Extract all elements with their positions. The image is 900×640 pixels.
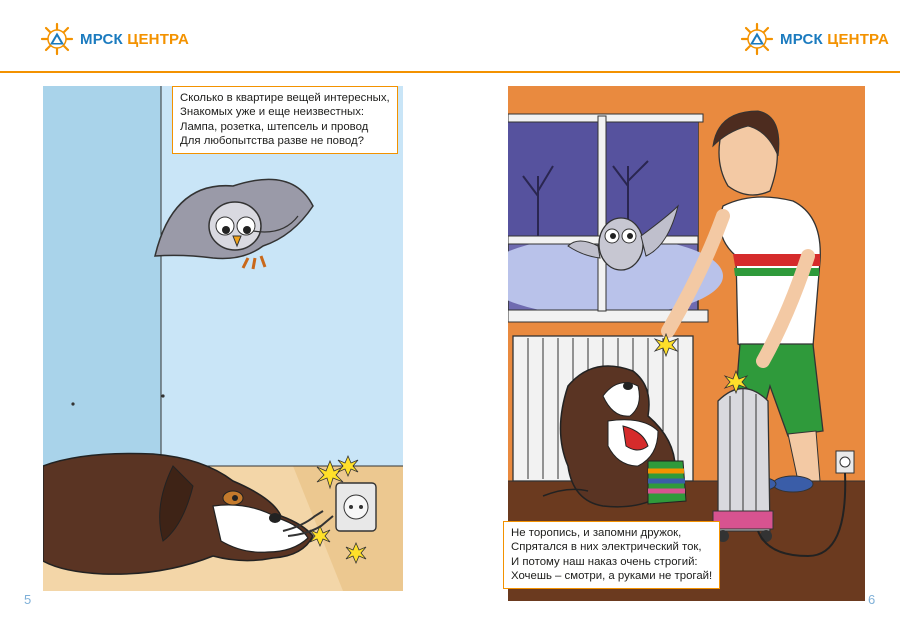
logo-wordmark <box>80 31 189 48</box>
poem-line: Лампа, розетка, штепсель и провод <box>180 120 369 133</box>
poem-line: Хочешь – смотри, а руками не трогай! <box>511 570 713 583</box>
company-logo-right <box>740 22 889 56</box>
oil-heater <box>713 389 773 543</box>
poem-line: Не торопись, и запомни дружок, <box>511 527 682 539</box>
logo-text-part2: ЦЕНТРА <box>127 30 189 48</box>
logo-emblem-icon <box>740 22 774 56</box>
poem-box-right <box>503 521 720 589</box>
illustration-left-owl-and-dog <box>43 86 403 591</box>
page-number-right: 6 <box>868 592 876 607</box>
logo-text-part2: ЦЕНТРА <box>827 30 889 48</box>
poem-line: И потому наш наказ очень строгий: <box>511 555 698 568</box>
poem-line: Для любопытства разве не повод? <box>180 135 364 148</box>
page-number-left: 5 <box>24 592 32 607</box>
poem-line: Знакомых уже и еще неизвестных: <box>180 106 365 119</box>
poem-line: Сколько в квартире вещей интересных, <box>180 92 390 104</box>
poem-box-left <box>172 86 398 154</box>
logo-wordmark <box>780 31 889 48</box>
logo-text-part1: МРСК <box>80 30 128 48</box>
logo-emblem-icon <box>40 22 74 56</box>
company-logo-left <box>40 22 189 56</box>
logo-text-part1: МРСК <box>780 30 828 48</box>
poem-line: Спрятался в них электрический ток, <box>511 541 702 554</box>
header-divider <box>0 71 900 73</box>
